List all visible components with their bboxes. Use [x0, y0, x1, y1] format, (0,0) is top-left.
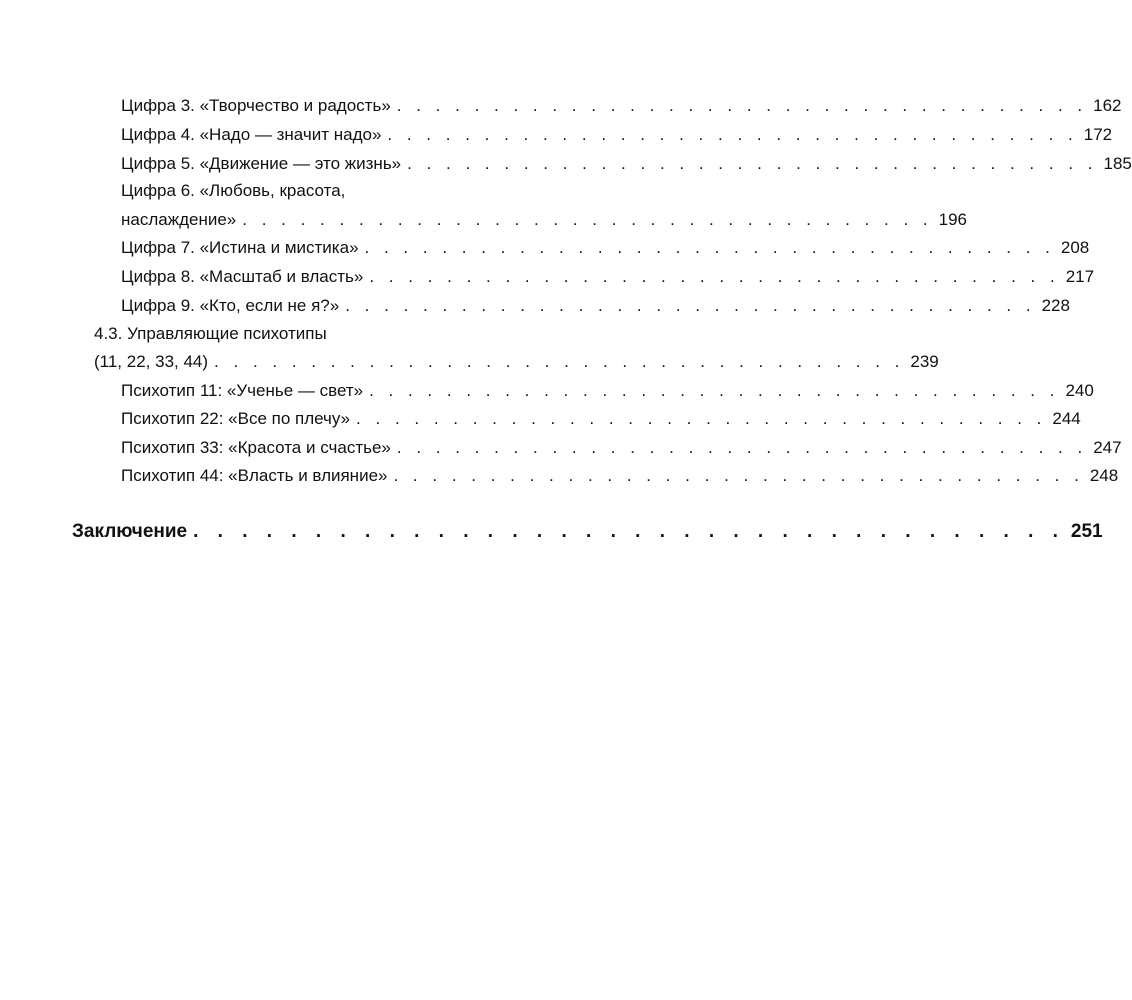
toc-entry-page: 208: [1060, 238, 1090, 257]
dot-leader: . . . . . . . . . . . . . . . . . . . . . . . . . . . . . . . . . . . .: [393, 466, 1084, 485]
dot-leader: . . . . . . . . . . . . . . . . . . . . . . . . . . . . . . . . . . . .: [356, 409, 1047, 428]
toc-entry-title: Цифра 3. «Творчество и радость»: [121, 96, 391, 115]
toc-entry-page: 172: [1083, 125, 1113, 144]
toc-entry-title: Цифра 7. «Истина и мистика»: [121, 238, 359, 257]
dot-leader: . . . . . . . . . . . . . . . . . . . . . . . . . . . . . . . . . . . .: [407, 154, 1098, 173]
toc-entry: [121, 409, 1081, 429]
toc-entry: [121, 438, 1122, 458]
dot-leader: . . . . . . . . . . . . . . . . . . . . . . . . . . . . . . . . . . . .: [214, 352, 905, 371]
toc-entry-page: 162: [1093, 96, 1122, 115]
toc-entry: [121, 466, 1119, 486]
dot-leader: . . . . . . . . . . . . . . . . . . . . . . . . . . . . . . . . . . . .: [396, 96, 1088, 115]
toc-entry-page: 228: [1041, 296, 1070, 315]
toc-entry-title: Психотип 22: «Все по плечу»: [121, 409, 351, 428]
toc-chapter: [72, 521, 1103, 542]
dot-leader: . . . . . . . . . . . . . . . . . . . . . . . . . . . . . . . . . . . .: [369, 267, 1060, 286]
toc-entry-title: Психотип 33: «Красота и счастье»: [121, 438, 391, 457]
toc-chapter-page: 251: [1070, 521, 1103, 542]
toc-entry: [121, 296, 1070, 316]
dot-leader: . . . . . . . . . . . . . . . . . . . . . . . . . . . . . . . . . . . .: [396, 438, 1088, 457]
toc-entry-page: 185: [1103, 154, 1132, 173]
toc-entry: [121, 96, 1122, 116]
dot-leader: . . . . . . . . . . . . . . . . . . . . . . . . . . . . . . . . . . . .: [364, 238, 1055, 257]
dot-leader: . . . . . . . . . . . . . . . . . . . . . . . . . . . . . . . . . . . .: [345, 296, 1036, 315]
toc-entry: [121, 381, 1094, 401]
dot-leader: . . . . . . . . . . . . . . . . . . . . . . . . . . . . . . . . . . . .: [387, 125, 1078, 144]
toc-entry-page: 196: [938, 210, 967, 229]
toc-entry: [121, 238, 1090, 258]
toc-chapter-title: Заключение: [72, 521, 188, 542]
toc-entry-title: Психотип 11: «Ученье — свет»: [121, 381, 364, 400]
toc-entry-page: 217: [1065, 267, 1095, 286]
toc-entry-title: наслаждение»: [121, 210, 237, 229]
toc-entry-title: Цифра 6. «Любовь, красота,: [121, 181, 346, 200]
toc-entry-title: Психотип 44: «Власть и влияние»: [121, 466, 388, 485]
toc-entry-title: Цифра 9. «Кто, если не я?»: [121, 296, 340, 315]
toc-entry: [121, 125, 1113, 145]
toc-section-title: 4.3. Управляющие психотипы: [94, 324, 327, 343]
dot-leader: . . . . . . . . . . . . . . . . . . . . . . . . . . . . . . . . . . . .: [242, 210, 933, 229]
toc-entry-continued: [121, 181, 508, 201]
toc-entry: [121, 210, 967, 230]
toc-entry: [121, 267, 1095, 287]
toc-entry-title: Цифра 8. «Масштаб и власть»: [121, 267, 364, 286]
toc-entry-title: Цифра 4. «Надо — значит надо»: [121, 125, 382, 144]
toc-section-page: 239: [910, 352, 939, 371]
toc-section-title: (11, 22, 33, 44): [94, 352, 209, 371]
toc-entry-page: 247: [1093, 438, 1122, 457]
toc-entry-title: Цифра 5. «Движение — это жизнь»: [121, 154, 402, 173]
toc-entry: [121, 154, 1132, 174]
toc-section-continued: [94, 324, 508, 344]
toc-entry-page: 244: [1052, 409, 1081, 428]
toc-entry-page: 248: [1089, 466, 1119, 485]
toc-entry-page: 240: [1065, 381, 1094, 400]
toc-section: [94, 352, 939, 372]
dot-leader: . . . . . . . . . . . . . . . . . . . . . . . . . . . . . . . . . . . .: [369, 381, 1060, 400]
dot-leader: . . . . . . . . . . . . . . . . . . . . . . . . . . . . . . . . . . . .: [193, 521, 1065, 542]
